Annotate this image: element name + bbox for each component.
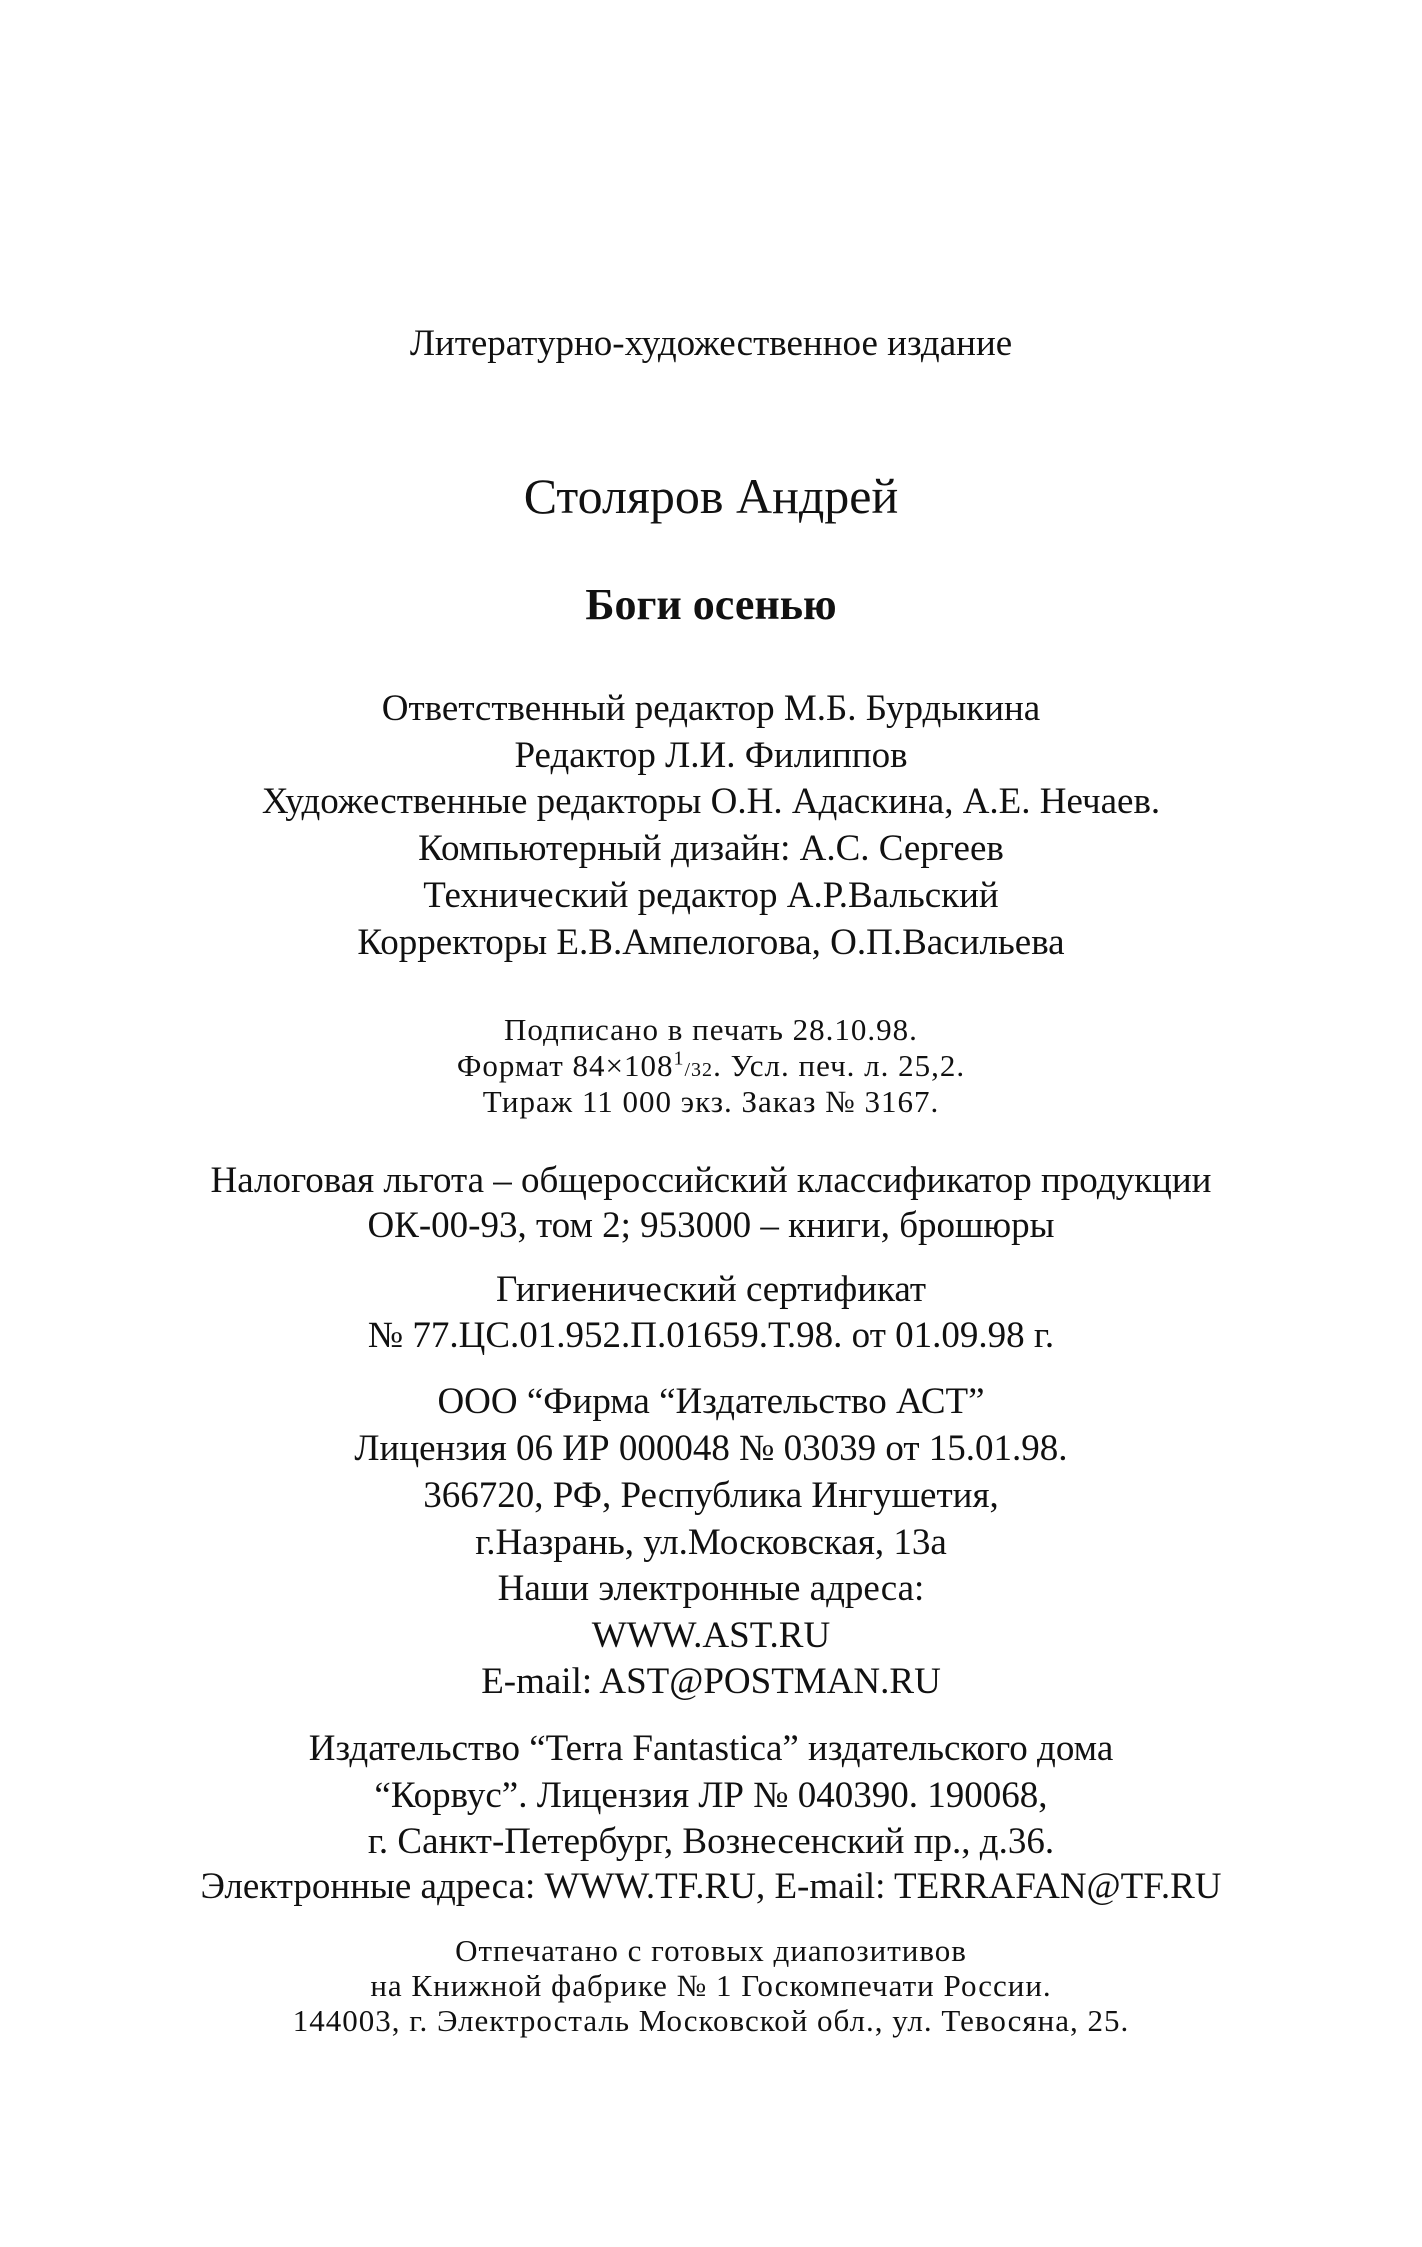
print-run: Тираж 11 000 экз. Заказ № 3167. (482, 1084, 940, 1119)
ast-line: WWW.AST.RU (591, 1615, 831, 1656)
terra-line: Издательство “Terra Fantastica” издательского дома (308, 1728, 1114, 1769)
credit-line: Компьютерный дизайн: А.С. Сергеев (418, 828, 1004, 869)
credit-line: Технический редактор А.Р.Вальский (423, 875, 999, 916)
credit-line: Корректоры Е.В.Ампелогова, О.П.Васильева (357, 922, 1065, 963)
printer-line: на Книжной фабрике № 1 Госкомпечати России. (370, 1968, 1052, 2003)
ast-line: Наши электронные адреса: (497, 1568, 925, 1609)
credit-line: Художественные редакторы О.Н. Адаскина, А.Е. Нечаев. (261, 781, 1161, 822)
author-name: Столяров Андрей (523, 468, 899, 524)
signed-to-print: Подписано в печать 28.10.98. (504, 1012, 918, 1047)
format-sup: 1 (673, 1047, 685, 1070)
terra-line: г. Санкт-Петербург, Вознесенский пр., д.36. (367, 1821, 1055, 1862)
book-title: Боги осенью (585, 580, 837, 629)
ast-line: E-mail: AST@POSTMAN.RU (481, 1661, 941, 1702)
edition-type: Литературно-художественное издание (409, 323, 1013, 364)
ast-line: г.Назрань, ул.Московская, 13а (475, 1522, 947, 1563)
credit-line: Редактор Л.И. Филиппов (514, 735, 908, 776)
format-sub: /32 (684, 1059, 714, 1081)
format-suffix: . Усл. печ. л. 25,2. (713, 1048, 966, 1083)
tax-line: ОК-00-93, том 2; 953000 – книги, брошюры (367, 1205, 1055, 1246)
ast-line: 366720, РФ, Республика Ингушетия, (423, 1475, 999, 1516)
format-prefix: Формат 84×108 (456, 1048, 674, 1083)
tax-line: Налоговая льгота – общероссийский классификатор продукции (210, 1160, 1212, 1201)
ast-line: ООО “Фирма “Издательство АСТ” (437, 1381, 985, 1422)
terra-line: Электронные адреса: WWW.TF.RU, E-mail: TERRAFAN@TF.RU (200, 1866, 1222, 1907)
terra-line: “Корвус”. Лицензия ЛР № 040390. 190068, (374, 1775, 1048, 1816)
credit-line: Ответственный редактор М.Б. Бурдыкина (381, 688, 1041, 729)
printer-line: 144003, г. Электросталь Московской обл., ул. Тевосяна, 25. (292, 2003, 1130, 2038)
hygiene-line: Гигиенический сертификат (495, 1269, 927, 1310)
printer-line: Отпечатано с готовых диапозитивов (455, 1933, 967, 1968)
hygiene-line: № 77.ЦС.01.952.П.01659.Т.98. от 01.09.98 г. (367, 1315, 1055, 1356)
ast-line: Лицензия 06 ИР 000048 № 03039 от 15.01.98. (354, 1428, 1068, 1469)
format-line (0, 1047, 1422, 1083)
